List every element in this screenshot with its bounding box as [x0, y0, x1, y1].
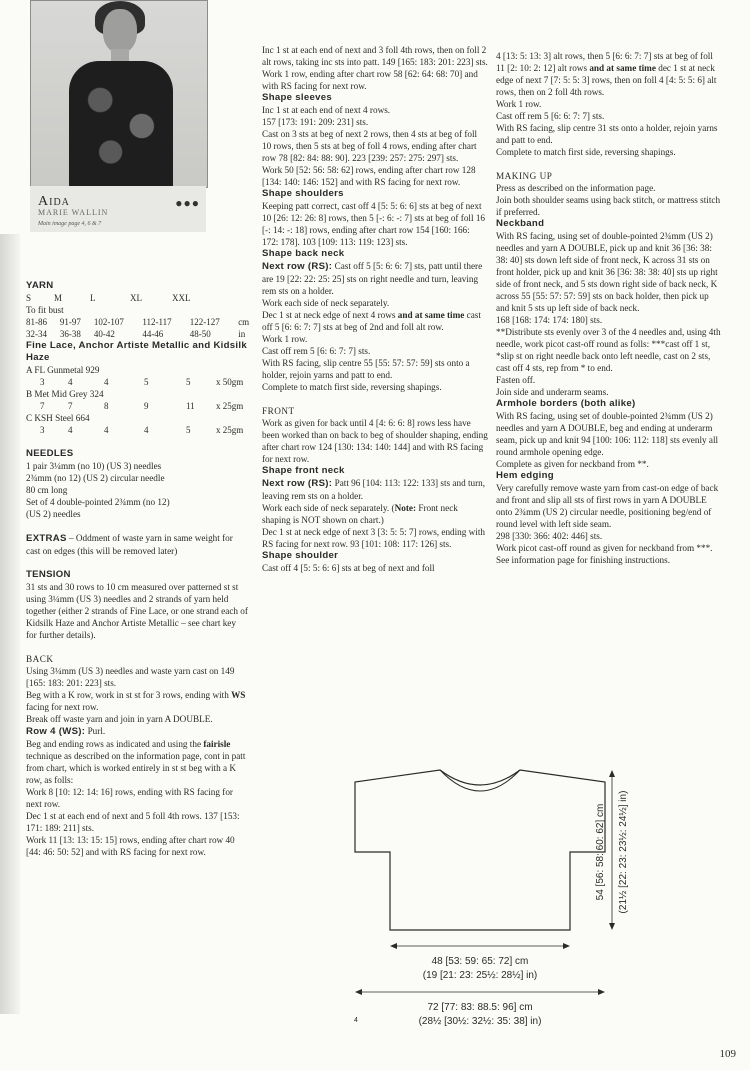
- back-p2: Beg with a K row, work in st st for 3 rows, ending with WS facing for next row.: [26, 690, 246, 712]
- c3-p18: See information page for finishing instructions.: [496, 555, 671, 565]
- c3-p15: Very carefully remove waste yarn from cast-on edge of back and front and slip all sts of first rows in yarn A DOUBLE onto 2¾mm (US 2) circular needle, positioning beg/end of round level with left side seam.: [496, 483, 719, 529]
- yarn-c-qty: 3 4 4 4 5 x 25gm: [40, 425, 244, 435]
- column-1: [26, 280, 248, 858]
- shape-back-neck-heading: Shape back neck: [262, 248, 345, 259]
- needles-heading: NEEDLES: [26, 448, 74, 459]
- needle-2: 2¾mm (no 12) (US 2) circular needle: [26, 473, 165, 483]
- back-p7: Work 11 [13: 13: 15: 15] rows, ending after chart row 40 [44: 46: 50: 52] and with RS facing for next row.: [26, 835, 235, 857]
- c2-p6: Work 50 [52: 56: 58: 62] rows, ending after chart row 128 [134: 140: 146: 152] and with RS facing for next row.: [262, 165, 476, 187]
- yarn-b: B Met Mid Grey 324: [26, 389, 104, 399]
- c2-p18: Dec 1 st at neck edge of next 3 [3: 5: 5: 7] rows, ending with RS facing for next row. 93 [101: 108: 117: 126] sts.: [262, 527, 485, 549]
- c3-p7: Join both shoulder seams using back stitch, or mattress stitch if preferred.: [496, 195, 721, 217]
- front-heading: FRONT: [262, 406, 295, 416]
- width-cm: 48 [53: 59: 65: 72] cm: [431, 956, 529, 967]
- needle-4: Set of 4 double-pointed 2¾mm (no 12): [26, 497, 170, 507]
- c3-p12: Join side and underarm seams.: [496, 387, 609, 397]
- c2-p1: Inc 1 st at each end of next and 3 foll 4th rows, then on foll 2 alt rows, taking inc sts into patt. 149 [165: 183: 201: 223] sts.: [262, 45, 488, 67]
- c2-p19: Cast off 4 [5: 5: 6: 6] sts at beg of next and foll: [262, 563, 435, 573]
- yarn-names: Fine Lace, Anchor Artiste Metallic and Kidsilk Haze: [26, 340, 248, 363]
- c3-p2: Work 1 row.: [496, 99, 542, 109]
- width-in: (19 [21: 23: 25½: 28½] in): [422, 970, 538, 981]
- c3-p11: Fasten off.: [496, 375, 536, 385]
- c2-p8: Next row (RS): Cast off 5 [5: 6: 6: 7] sts, patt until there are 19 [22: 22: 25: 25] sts on right needle and turn, leaving rem sts on a holder.: [262, 261, 483, 296]
- bust-in-row: 32-34 36-38 40-42 44-46 48-50 in: [26, 329, 246, 339]
- yarn-table: [26, 292, 256, 304]
- title-box: [30, 186, 206, 232]
- designer-name: MARIE WALLIN: [38, 208, 109, 217]
- span-arrow-right: [598, 989, 605, 995]
- needle-1: 1 pair 3¼mm (no 10) (US 3) needles: [26, 461, 162, 471]
- schematic-svg: [340, 760, 660, 1040]
- c2-p12: Cast off rem 5 [6: 6: 7: 7] sts.: [262, 346, 371, 356]
- sizes-row: S M L XL XXL: [26, 293, 191, 303]
- yarn-a: A FL Gunmetal 929: [26, 365, 100, 375]
- garment-outline: [355, 770, 605, 930]
- span-in: (28½ [30½: 32½: 35: 38] in): [418, 1016, 542, 1027]
- back-p1: Using 3¼mm (US 3) needles and waste yarn cast on 149 [165: 183: 201: 223] sts.: [26, 666, 235, 688]
- c3-p9: 168 [168: 174: 174: 180] sts.: [496, 315, 603, 325]
- c2-p14: Complete to match first side, reversing shapings.: [262, 382, 442, 392]
- c2-p4: 157 [173: 191: 209: 231] sts.: [262, 117, 369, 127]
- c3-p16: 298 [330: 366: 402: 446] sts.: [496, 531, 603, 541]
- yarn-heading: YARN: [26, 280, 54, 291]
- length-arrow-top: [609, 770, 615, 777]
- c3-p3: Cast off rem 5 [6: 6: 7: 7] sts.: [496, 111, 605, 121]
- tension-text: 31 sts and 30 rows to 10 cm measured over patterned st st using 3¼mm (US 3) needles and 2 strands of yarn held together (either 2 strands of Fine Lace, or one strand each of Kidsilk Haze and Anchor Artiste Metallic – see chart key for further details).: [26, 582, 248, 640]
- garment-schematic: [340, 760, 660, 1040]
- length-arrow-bottom: [609, 923, 615, 930]
- shape-front-neck-heading: Shape front neck: [262, 465, 345, 476]
- back-p3: Break off waste yarn and join in yarn A DOUBLE.: [26, 714, 213, 724]
- column-2: [262, 44, 488, 574]
- back-p6: Dec 1 st at each end of next and 5 foll 4th rows. 137 [153: 171: 189: 211] sts.: [26, 811, 240, 833]
- back-heading: BACK: [26, 654, 54, 664]
- extras: EXTRAS – Oddment of waste yarn in same weight for cast on edges (this will be removed later): [26, 533, 233, 556]
- neckline: [440, 770, 520, 791]
- shape-shoulders-heading: Shape shoulders: [262, 188, 344, 199]
- yarn-a-qty: 3 4 4 5 5 x 50gm: [40, 377, 244, 387]
- width-arrow-left: [390, 943, 397, 949]
- tension-heading: TENSION: [26, 569, 71, 580]
- difficulty-rating: ●●●: [175, 196, 200, 210]
- armhole-heading: Armhole borders (both alike): [496, 398, 636, 409]
- c2-p16: Next row (RS): Patt 96 [104: 113: 122: 133] sts and turn, leaving rem sts on a holder.: [262, 478, 486, 501]
- footnote-mark: 4: [354, 1017, 358, 1024]
- c2-p17: Work each side of neck separately. (Note: Front neck shaping is NOT shown on chart.): [262, 503, 458, 525]
- c3-p4: With RS facing, slip centre 31 sts onto a holder, rejoin yarns and patt to end.: [496, 123, 718, 145]
- making-up-heading: MAKING UP: [496, 171, 553, 181]
- needle-3: 80 cm long: [26, 485, 68, 495]
- pattern-title: Aida: [38, 194, 70, 209]
- c2-p15: Work as given for back until 4 [4: 6: 6: 8] rows less have been worked than on back to beg of shoulder shaping, ending after chart row 124 [130: 134: 140: 144] and with RS facing for next row.: [262, 418, 488, 464]
- shape-shoulder-heading: Shape shoulder: [262, 550, 339, 561]
- hem-heading: Hem edging: [496, 470, 554, 481]
- row4: Row 4 (WS): Purl.: [26, 726, 106, 737]
- yarn-b-qty: 7 7 8 9 11 x 25gm: [40, 401, 244, 411]
- garment-photo: [30, 0, 208, 188]
- bust-table: [26, 316, 256, 340]
- yarn-c: C KSH Steel 664: [26, 413, 90, 423]
- c2-p3: Inc 1 st at each end of next 4 rows.: [262, 105, 391, 115]
- width-arrow-right: [563, 943, 570, 949]
- c3-p17: Work picot cast-off round as given for neckband from ***.: [496, 543, 713, 553]
- c3-p6: Press as described on the information page.: [496, 183, 656, 193]
- c3-p13: With RS facing, using set of double-pointed 2¾mm (US 2) needles and yarn A DOUBLE, beg and ending at underarm seam, pick up and knit 94 [100: 106: 112: 118] sts evenly all round armhole opening edge.: [496, 411, 719, 457]
- c2-p13: With RS facing, slip centre 55 [55: 57: 57: 59] sts onto a holder, rejoin yarns and patt to end.: [262, 358, 470, 380]
- c2-p2: Work 1 row, ending after chart row 58 [62: 64: 68: 70] and with RS facing for next row.: [262, 69, 478, 91]
- c2-p7: Keeping patt correct, cast off 4 [5: 5: 6: 6] sts at beg of next 10 [26: 12: 26: 8] rows, then 5 [-: 6: -: 7] sts at beg of foll 16 [-: 14: -: 18] rows, ending after chart row 154 [160: 166: 172: 178]. 103 [109: 113: 119: 123] sts.: [262, 201, 486, 247]
- c3-p8: With RS facing, using set of double-pointed 2¾mm (US 2) needles and yarn A DOUBLE, pick up and knit 36 [36: 38: 38: 40] sts down left side of front neck, K across 31 sts on front holder, pick up and knit 36 [36: 38: 38: 40] sts up right side of front neck, and 5 sts down right side of back neck, K across 55 [55: 57: 57: 59] sts on back holder, then pick up and knit 5 sts up left side of back neck.: [496, 231, 718, 313]
- column-3: [496, 50, 722, 566]
- bust-cm-row: 81-86 91-97 102-107 112-117 122-127 cm: [26, 317, 250, 327]
- c2-p11: Work 1 row.: [262, 334, 308, 344]
- c3-p1: 4 [13: 5: 13: 3] alt rows, then 5 [6: 6: 7: 7] sts at beg of foll 11 [2: 10: 2: 12] alt rows and at same time dec 1 st at neck edge of next 7 [7: 5: 5: 3] rows, then on foll 4 [4: 5: 5: 6] alt rows, then on 2 foll 4th rows.: [496, 51, 717, 97]
- c3-p5: Complete to match first side, reversing shapings.: [496, 147, 676, 157]
- length-in: (21½ [22: 23: 23½: 24½] in): [618, 790, 629, 914]
- shape-sleeves-heading: Shape sleeves: [262, 92, 333, 103]
- back-p4: Beg and ending rows as indicated and using the fairisle technique as described on the information page, cont in patt from chart, which is worked entirely in st st beg with a K row, as folls:: [26, 739, 246, 785]
- span-cm: 72 [77: 83: 88.5: 96] cm: [427, 1002, 533, 1013]
- c2-p9: Work each side of neck separately.: [262, 298, 390, 308]
- back-p5: Work 8 [10: 12: 14: 16] rows, ending with RS facing for next row.: [26, 787, 233, 809]
- c2-p5: Cast on 3 sts at beg of next 2 rows, then 4 sts at beg of foll 10 rows, then 5 sts at beg of foll 4 rows, ending after chart row 78 [82: 84: 88: 90]. 223 [239: 257: 275: 297] sts.: [262, 129, 478, 163]
- neckband-heading: Neckband: [496, 218, 545, 229]
- page-number: 109: [719, 1048, 736, 1060]
- needle-5: (US 2) needles: [26, 509, 81, 519]
- c2-p10: Dec 1 st at neck edge of next 4 rows and at same time cast off 5 [6: 6: 7: 7] sts at beg of 2nd and foll alt row.: [262, 310, 481, 332]
- left-shade: [0, 234, 20, 1014]
- c3-p10: **Distribute sts evenly over 3 of the 4 needles and, using 4th needle, work picot cast-off round as folls: ***cast off 1 st, *slip st on right needle back onto left needle, cast on 2 sts, cast off 4 sts, rep from * to end.: [496, 327, 721, 373]
- c3-p14: Complete as given for neckband from **.: [496, 459, 649, 469]
- image-note: Main image page 4, 6 & 7: [38, 221, 102, 227]
- length-cm: 54 [56: 58: 60: 62] cm: [595, 803, 606, 901]
- span-arrow-left: [355, 989, 362, 995]
- fit-bust-label: To fit bust: [26, 305, 64, 315]
